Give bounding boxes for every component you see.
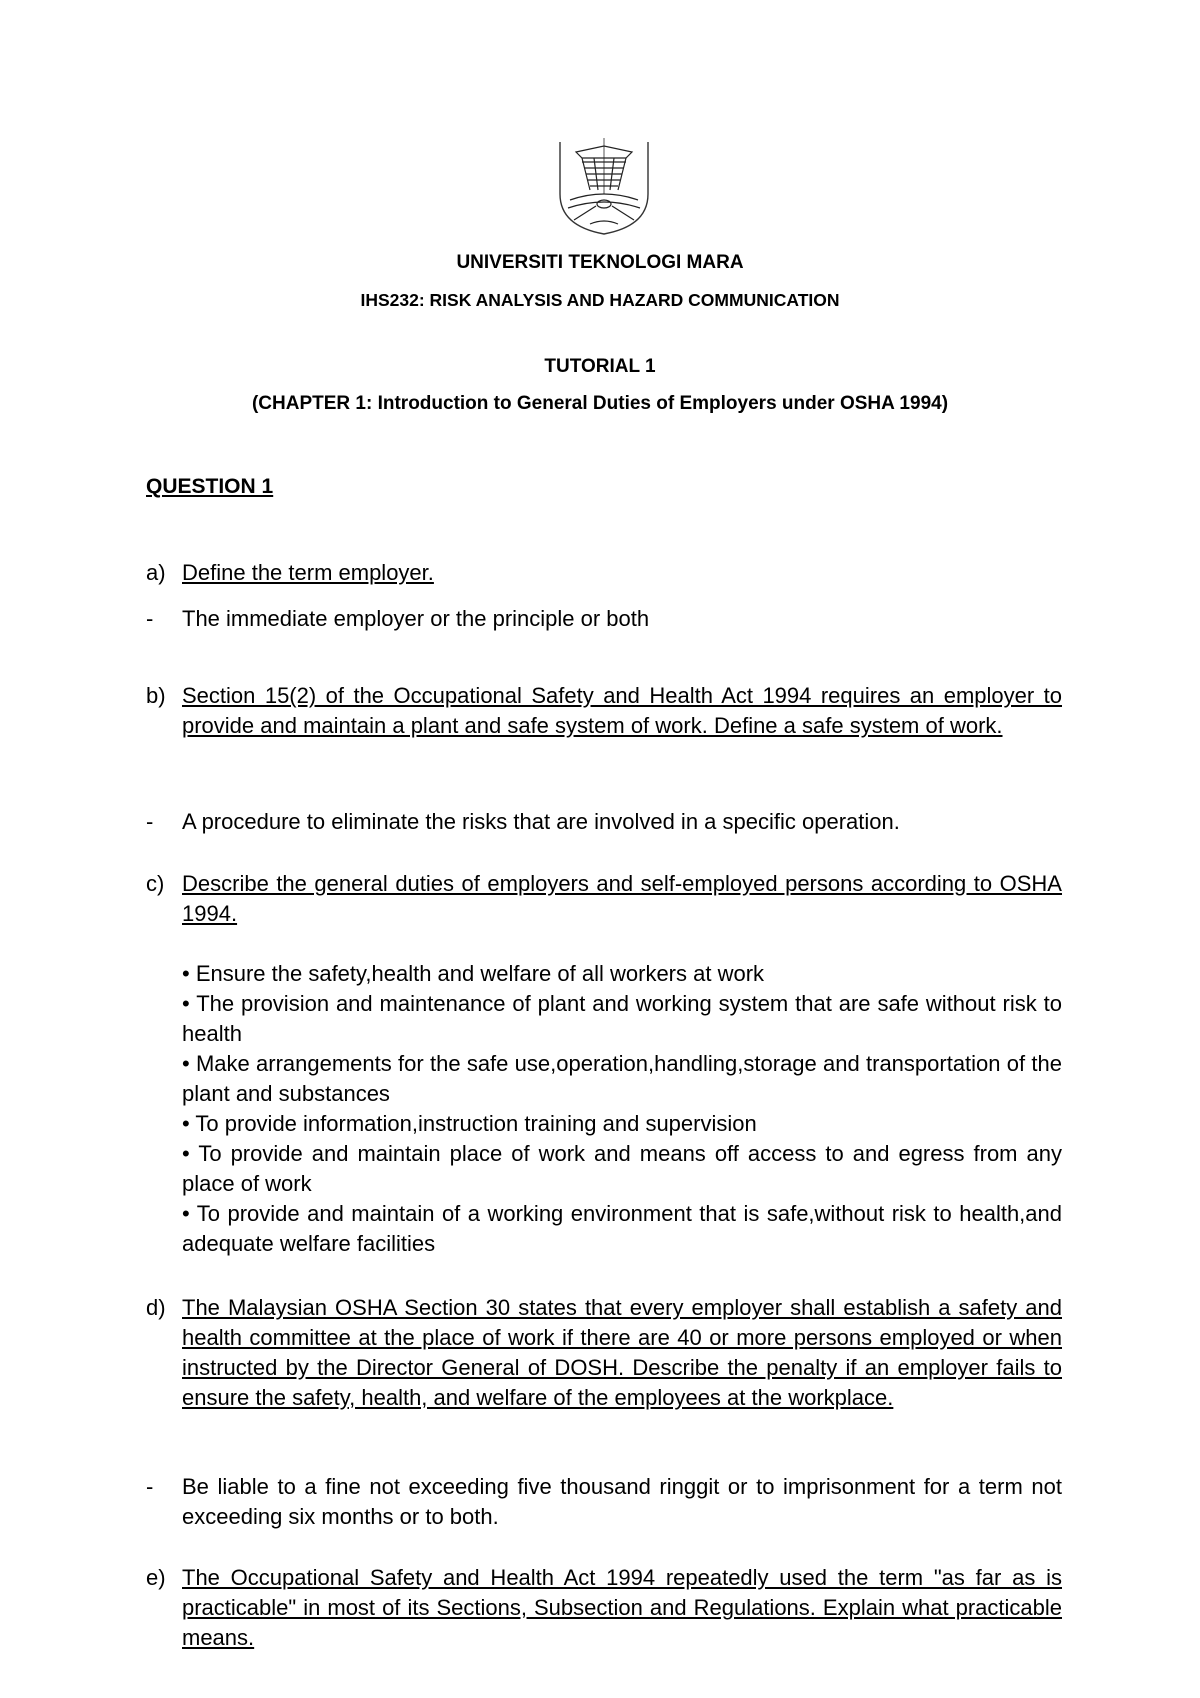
question-c xyxy=(146,869,1062,929)
question-e xyxy=(146,1563,1062,1653)
dash-marker: - xyxy=(146,1474,154,1499)
question-text: The Malaysian OSHA Section 30 states that every employer shall establish a safety and health committee at the place of work if there are 40 or more persons employed or when instructed by the Director General of DOSH. Describe the penalty if an employer fails to ensure the safety, health, and welfare of the employees at the workplace. xyxy=(182,1295,1062,1410)
bullet-item: • Ensure the safety,health and welfare of all workers at work xyxy=(182,961,765,986)
answer-a xyxy=(146,604,1062,634)
question-a xyxy=(146,558,1062,588)
university-crest-logo xyxy=(556,134,652,238)
bullet-item: • To provide and maintain of a working environment that is safe,without risk to health,and adequate welfare facilities xyxy=(182,1201,1062,1256)
answer-d xyxy=(146,1472,1062,1532)
item-marker: e) xyxy=(146,1565,166,1590)
answer-b xyxy=(146,807,1062,837)
duties-bullet-list xyxy=(182,959,1062,1259)
question-text: Describe the general duties of employers and self-employed persons according to OSHA 1994. xyxy=(182,871,1062,926)
chapter-title: (CHAPTER 1: Introduction to General Duties of Employers under OSHA 1994) xyxy=(251,393,949,414)
question-d xyxy=(146,1293,1062,1413)
answer-text: The immediate employer or the principle or both xyxy=(182,606,650,631)
dash-marker: - xyxy=(146,809,154,834)
tutorial-title: TUTORIAL 1 xyxy=(544,356,656,377)
university-name: UNIVERSITI TEKNOLOGI MARA xyxy=(456,252,744,273)
item-marker: c) xyxy=(146,871,165,896)
dash-marker: - xyxy=(146,606,154,631)
question-text: The Occupational Safety and Health Act 1994 repeatedly used the term "as far as is practicable" in most of its Sections, Subsection and Regulations. Explain what practicable means. xyxy=(182,1565,1062,1650)
question-heading: QUESTION 1 xyxy=(146,475,274,498)
answer-text: Be liable to a fine not exceeding five thousand ringgit or to imprisonment for a term not exceeding six months or to both. xyxy=(182,1474,1062,1529)
item-marker: b) xyxy=(146,683,166,708)
answer-text: A procedure to eliminate the risks that are involved in a specific operation. xyxy=(182,809,900,834)
item-marker: a) xyxy=(146,560,166,585)
question-text: Section 15(2) of the Occupational Safety and Health Act 1994 requires an employer to provide and maintain a plant and safe system of work. Define a safe system of work. xyxy=(182,683,1062,738)
question-b xyxy=(146,681,1062,741)
question-text: Define the term employer. xyxy=(182,560,434,585)
bullet-item: • To provide and maintain place of work and means off access to and egress from any place of work xyxy=(182,1141,1062,1196)
bullet-item: • Make arrangements for the safe use,operation,handling,storage and transportation of the plant and substances xyxy=(182,1051,1062,1106)
bullet-item: • To provide information,instruction training and supervision xyxy=(182,1111,757,1136)
bullet-item: • The provision and maintenance of plant and working system that are safe without risk to health xyxy=(182,991,1062,1046)
item-marker: d) xyxy=(146,1295,166,1320)
course-title: IHS232: RISK ANALYSIS AND HAZARD COMMUNICATION xyxy=(360,290,840,310)
